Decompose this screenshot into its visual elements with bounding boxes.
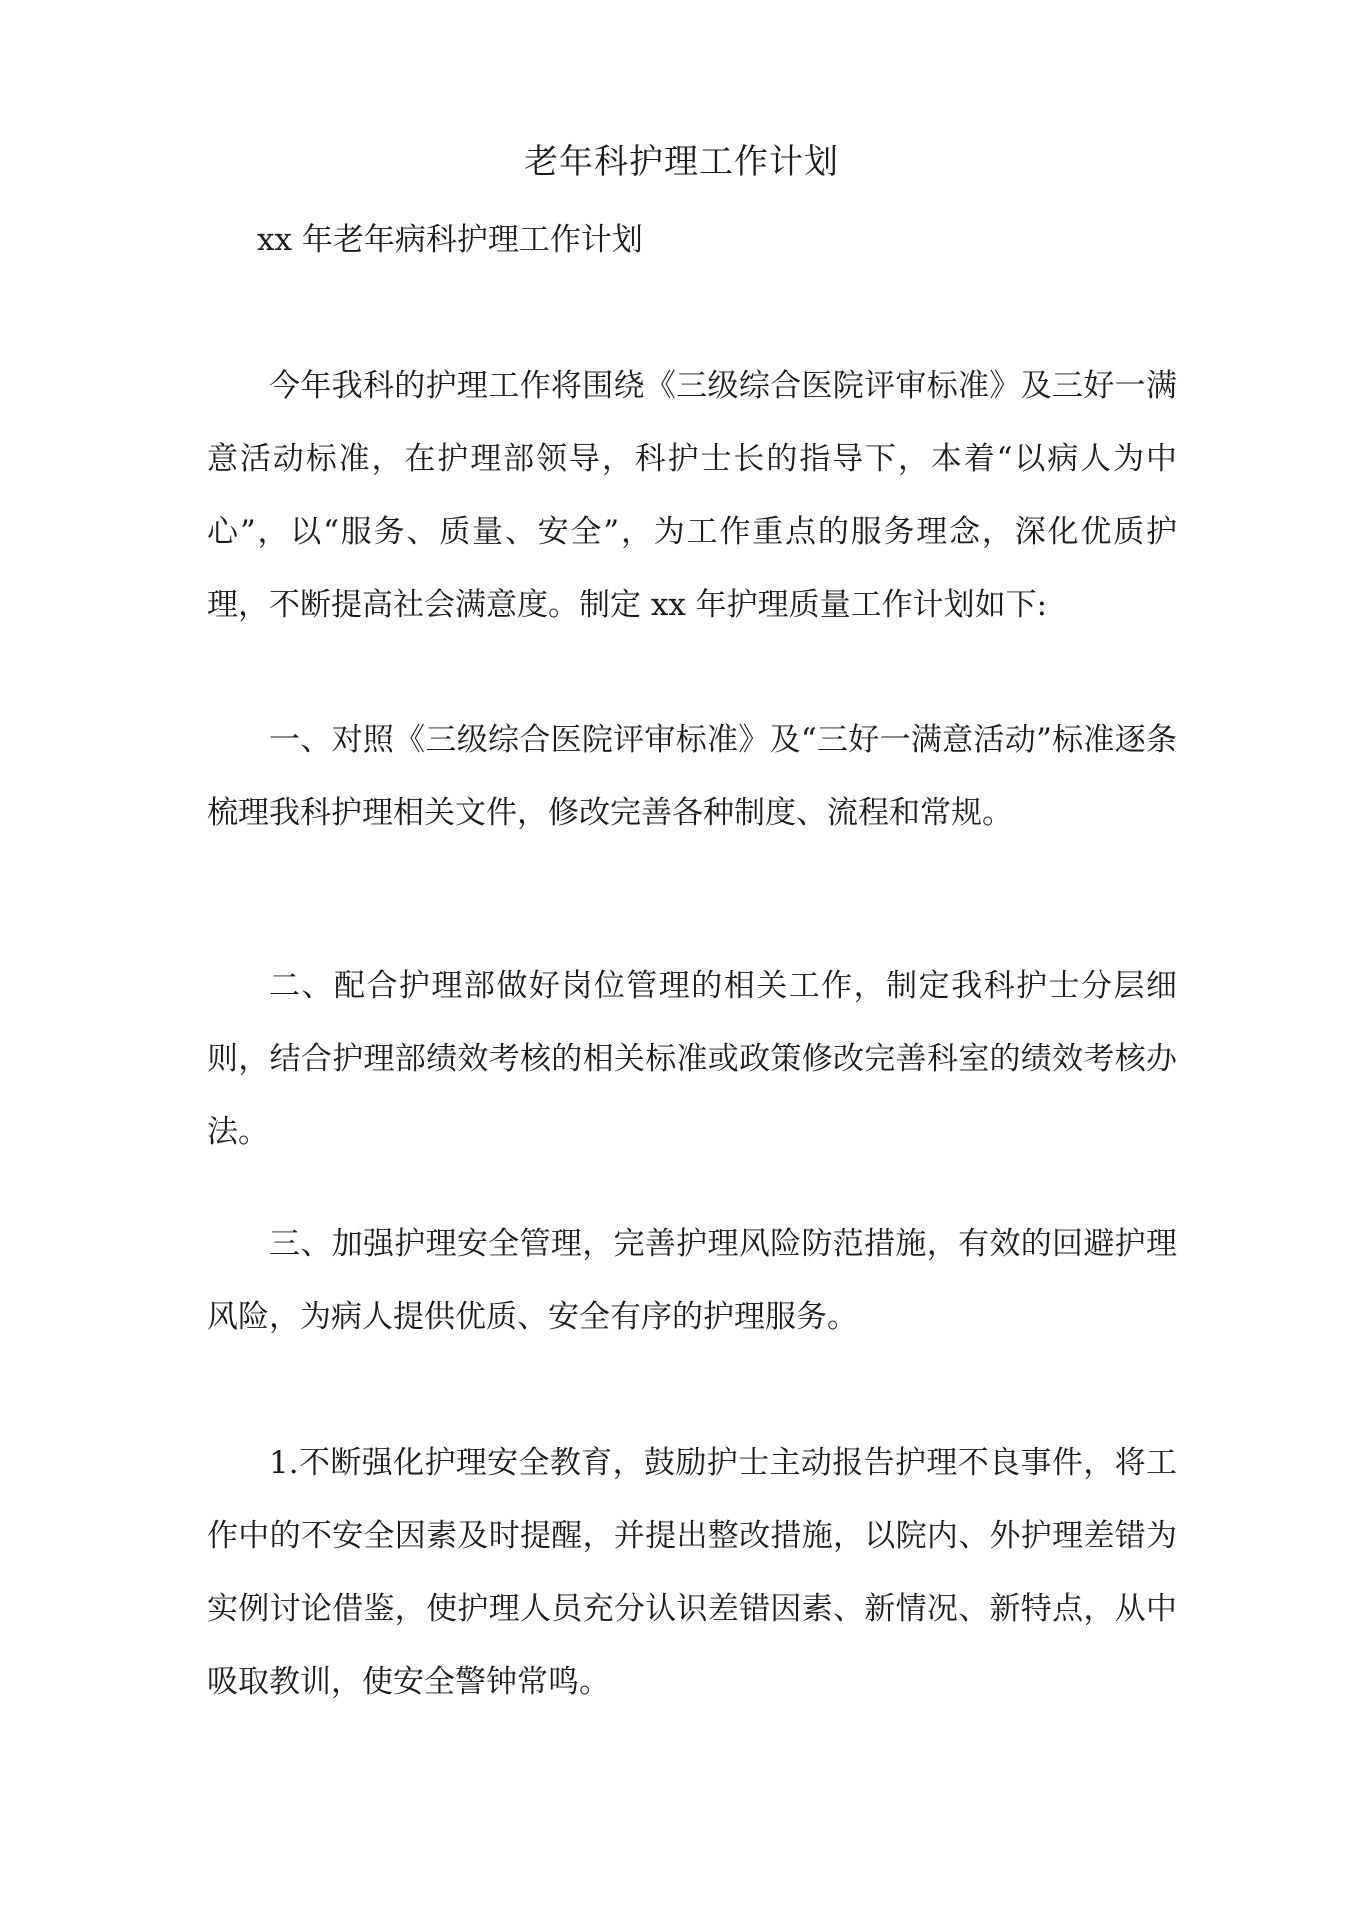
paragraph-intro: 今年我科的护理工作将围绕《三级综合医院评审标准》及三好一满意活动标准，在护理部领导，科护士长的指导下，本着“以病人为中心”，以“服务、质量、安全”，为工作重点的服务理念，深化优质护理，不断提高社会满意度。制定 xx 年护理质量工作计划如下: — [207, 368, 1177, 623]
paragraph-item-3: 三、加强护理安全管理，完善护理风险防范措施，有效的回避护理风险，为病人提供优质、安全有序的护理服务。 — [207, 1226, 1177, 1335]
document-subtitle: xx 年老年病科护理工作计划 — [257, 222, 643, 258]
document-title: 老年科护理工作计划 — [524, 142, 839, 182]
paragraph-item-3-1: 1.不断强化护理安全教育，鼓励护士主动报告护理不良事件，将工作中的不安全因素及时提醒，并提出整改措施，以院内、外护理差错为实例讨论借鉴，使护理人员充分认识差错因素、新情况、新特点，从中吸取教训，使安全警钟常鸣。 — [207, 1445, 1177, 1700]
paragraph-item-1: 一、对照《三级综合医院评审标准》及“三好一满意活动”标准逐条梳理我科护理相关文件，修改完善各种制度、流程和常规。 — [207, 722, 1177, 831]
paragraph-item-2: 二、配合护理部做好岗位管理的相关工作，制定我科护士分层细则，结合护理部绩效考核的相关标准或政策修改完善科室的绩效考核办法。 — [207, 968, 1177, 1150]
